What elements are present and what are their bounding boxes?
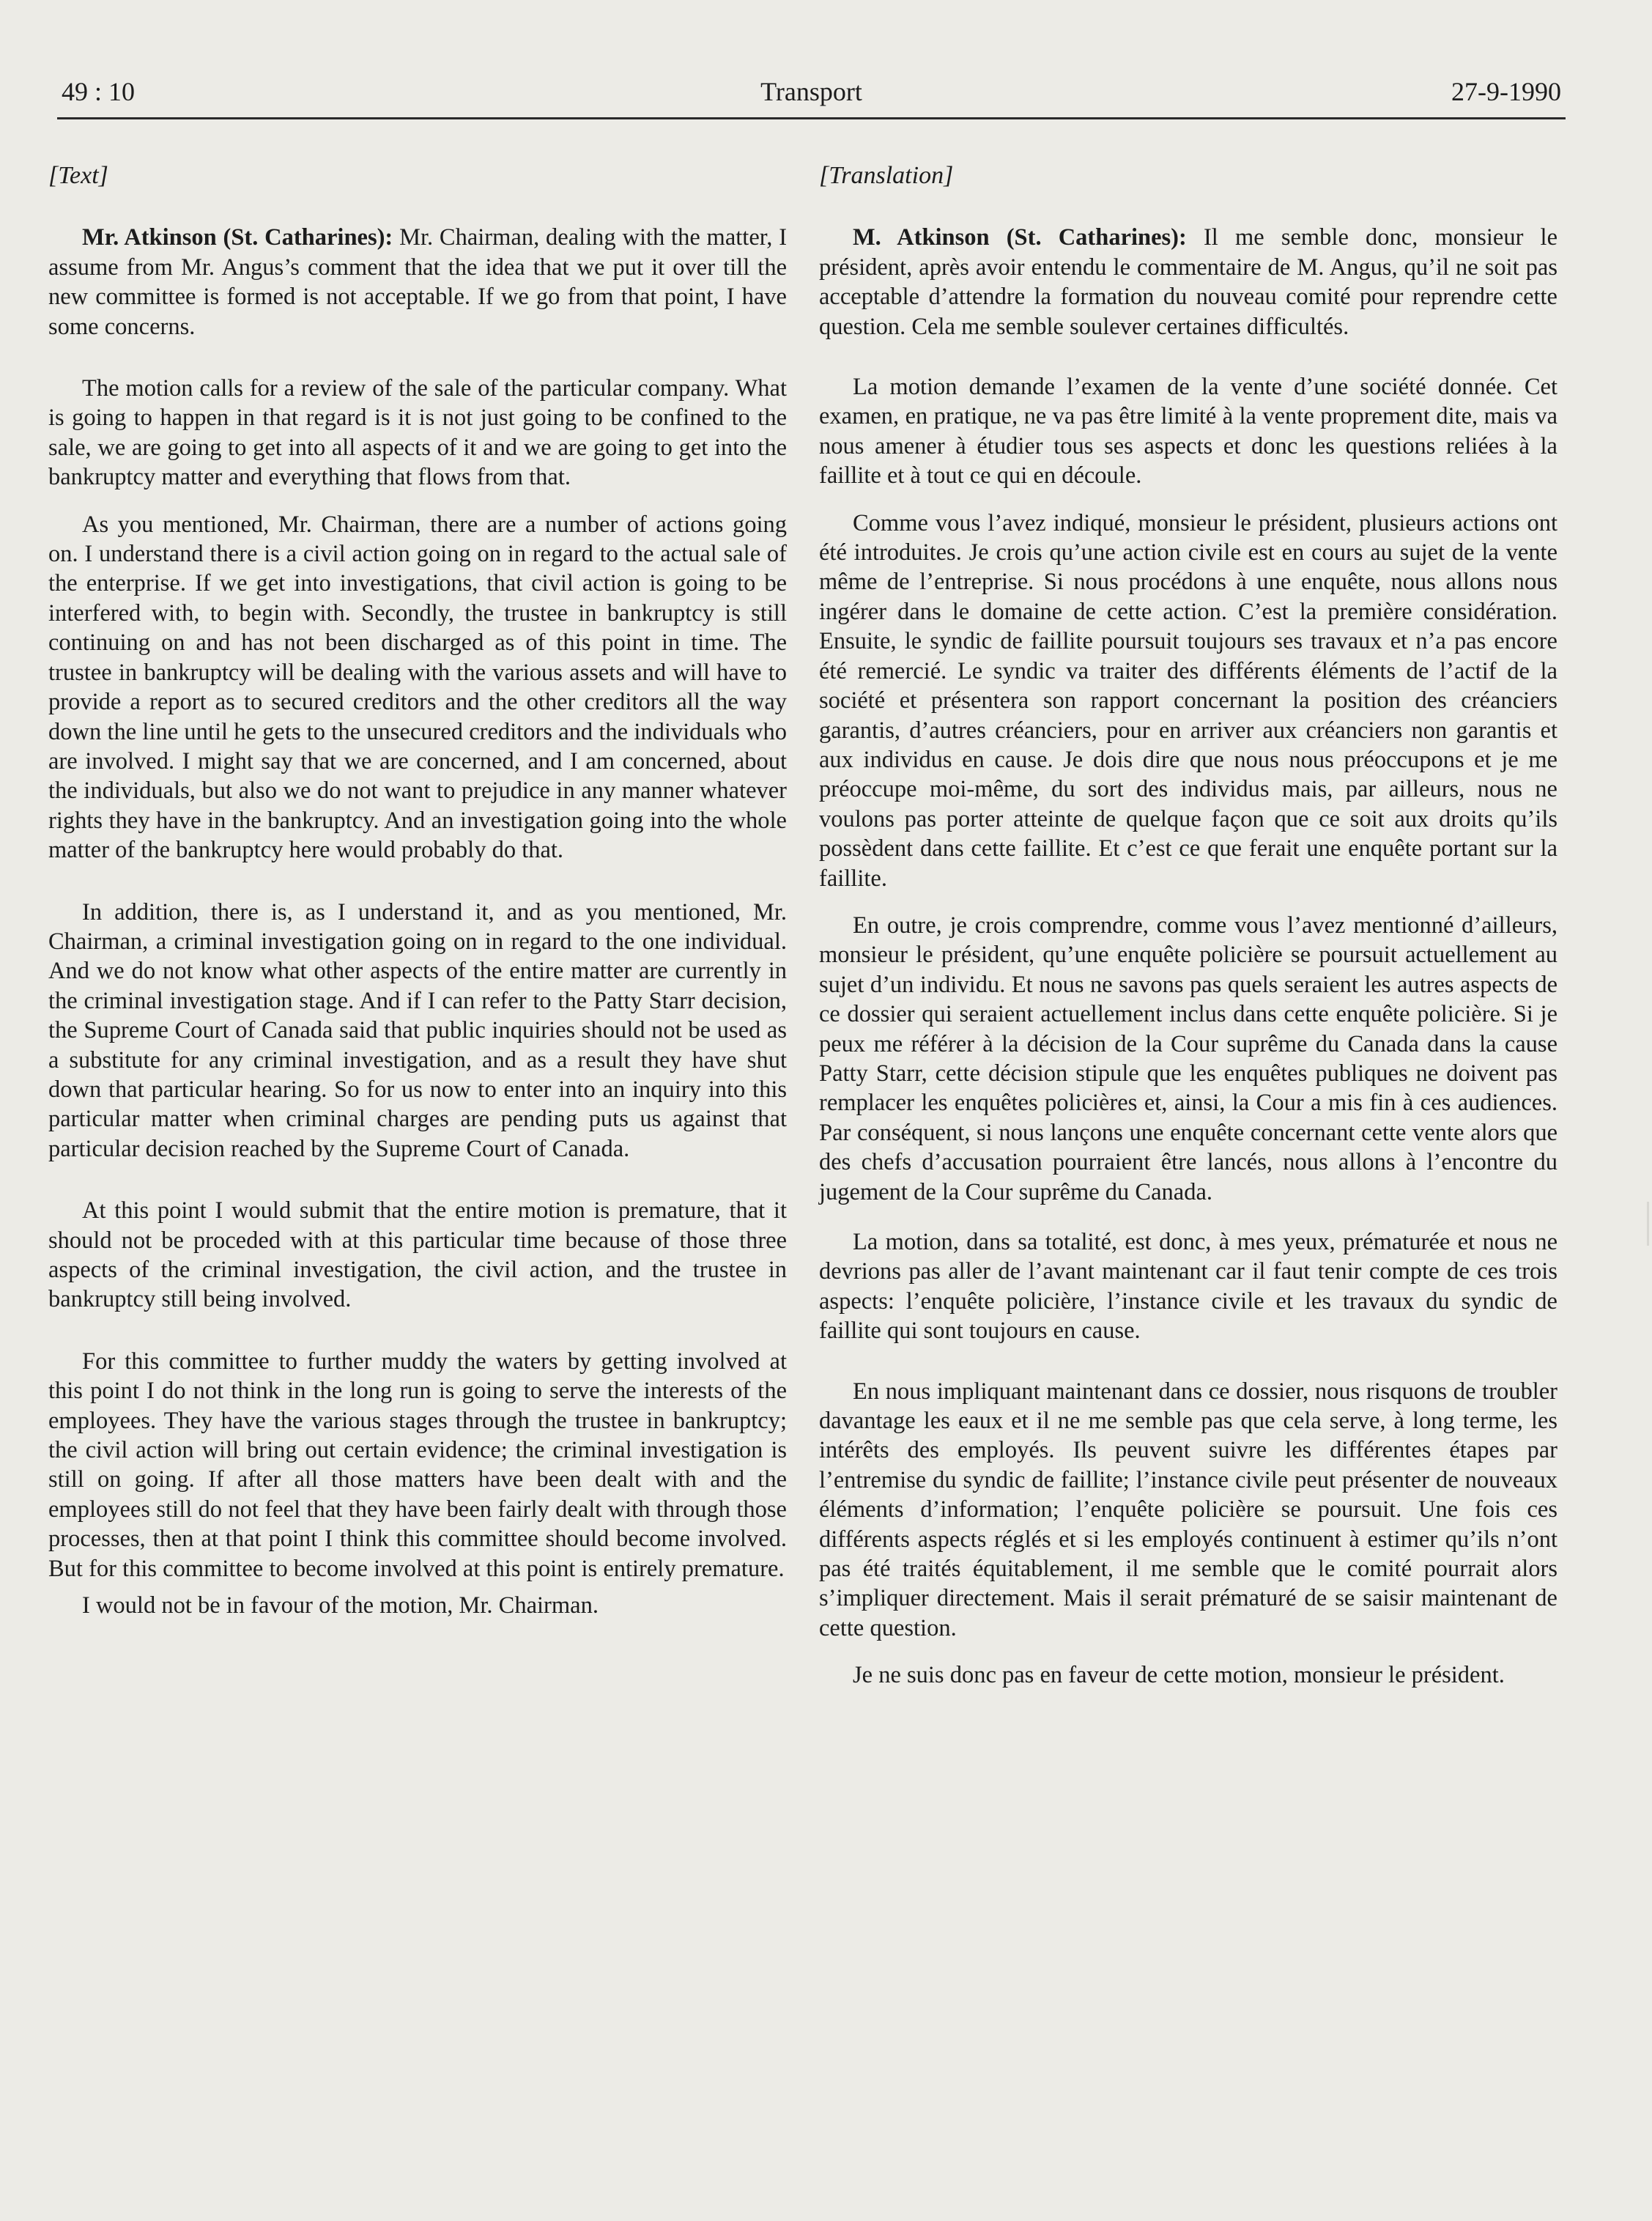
paragraph: En nous impliquant maintenant dans ce dossier, nous risquons de troubler davantage les eaux et il ne me semble pas que cela serve, à long terme, les intérêts des employés. Ils peuvent suivre les différentes étapes par l’entremise du syndic de faillite; l’instance civile peut présenter de nouveaux éléments d’information; l’enquête policière se poursuit. Une fois ces différents aspects réglés et si les employés continuent à estimer qu’ils n’ont pas été traités équitablement, il me semble que le comité pourrait alors s’impliquer directement. Mais il serait prématuré de se saisir maintenant de cette question. [819,1378,1557,1641]
speaker-name: Mr. Atkinson (St. Catharines): [82,224,393,251]
page-title: Transport [760,77,862,106]
section-tag-translation: [Translation] [819,162,954,189]
section-tag-text: [Text] [48,162,108,189]
paragraph-text: Il me semble donc, monsieur le président, après avoir entendu le commentaire de M. Angus, qu’il ne soit pas acceptable d’attendre la formation du nouveau comité pour reprendre cette question. Cela me semble soulever certaines difficultés. [819,224,1558,340]
paragraph: La motion demande l’examen de la vente d’une société donnée. Cet examen, en pratique, ne va pas être limité à la vente proprement dite, mais va nous amener à étudier tous ses aspects et donc les questions reliées à la faillite et à tout ce qui en découle. [819,374,1557,489]
speaker-name: M. Atkinson (St. Catharines): [853,224,1187,251]
running-header [57,73,1566,119]
paragraph: In addition, there is, as I understand it, and as you mentioned, Mr. Chairman, a criminal investigation going on in regard to the one individual. And we do not know what other aspects of the entire matter are currently in the criminal investigation stage. And if I can refer to the Patty Starr decision, the Supreme Court of Canada said that public inquiries should not be used as a substitute for any criminal investigation, and as a result they have shut down that particular hearing. So for us now to enter into an inquiry into this particular matter when criminal charges are pending puts us against that particular decision reached by the Supreme Court of Canada. [48,898,787,1162]
paragraph: En outre, je crois comprendre, comme vous l’avez mentionné d’ailleurs, monsieur le président, qu’une enquête policière se poursuit actuellement au sujet d’un individu. Et nous ne savons pas quels seraient les autres aspects de ce dossier qui seraient actuellement inclus dans cette enquête policière. Si je peux me référer à la décision de la Cour suprême du Canada dans la cause Patty Starr, cette décision stipule que les enquêtes publiques ne doivent pas remplacer les enquêtes policières et, ainsi, la Cour a mis fin à ces audiences. Par conséquent, si nous lançons une enquête concernant cette vente alors que des chefs d’accusation pourraient être lancés, nous allons à l’encontre du jugement de la Cour suprême du Canada. [819,912,1557,1205]
page-number: 49 : 10 [62,77,136,106]
paragraph: At this point I would submit that the entire motion is premature, that it should not be proceded with at this particular time because of those three aspects of the criminal investigation, the civil action, and the trustee in bankruptcy still being involved. [48,1197,787,1313]
paragraph [819,223,1557,341]
margin-mark [1647,1202,1649,1246]
paragraph-text: Mr. Chairman, dealing with the matter, I assume from Mr. Angus’s comment that the idea that we put it over till the new committee is formed is not acceptable. If we go from that point, I have some concerns. [48,224,788,340]
paragraph: Comme vous l’avez indiqué, monsieur le président, plusieurs actions ont été introduites. Je crois qu’une action civile est en cours au sujet de la vente même de l’entreprise. Si nous procédons à une enquête, nous allons nous ingérer dans le domaine de cette action. C’est la première considération. Ensuite, le syndic de faillite poursuit toujours ses travaux et n’a pas encore été remercié. Le syndic va traiter des différents éléments de l’actif de la société et présentera son rapport concernant la position des créanciers garantis, d’autres créanciers, pour en arriver aux créanciers non garantis et aux individus en cause. Je dois dire que nous nous préoccupons et je me préoccupe moi-même, du sort des individus mais, par ailleurs, nous ne voulons pas porter atteinte de quelque façon que ce soit aux droits qu’ils possèdent dans cette faillite. Et c’est ce que ferait une enquête portant sur la faillite. [819,509,1557,892]
paragraph: La motion, dans sa totalité, est donc, à mes yeux, prématurée et nous ne devrions pas aller de l’avant maintenant car il faut tenir compte de ces trois aspects: l’enquête policière, l’instance civile et les travaux du syndic de faillite qui sont toujours en cause. [819,1229,1557,1345]
paragraph: Je ne suis donc pas en faveur de cette motion, monsieur le président. [853,1662,1505,1689]
paragraph: For this committee to further muddy the waters by getting involved at this point I do not think in the long run is going to serve the interests of the employees. They have the various stages through the trustee in bankruptcy; the civil action will bring out certain evidence; the criminal investigation is still on going. If after all those matters have been dealt with and the employees still do not feel that they have been fairly dealt with through those processes, then at that point I think this committee should become involved. But for this committee to become involved at this point is entirely premature. [48,1348,787,1582]
paragraph [48,223,787,341]
paragraph: The motion calls for a review of the sale of the particular company. What is going to happen in that regard is it is not just going to be confined to the sale, we are going to get into all aspects of it and we are going to get into the bankruptcy matter and everything that flows from that. [48,375,787,491]
english-column [48,161,787,1620]
french-column [819,161,1557,1690]
paragraph: As you mentioned, Mr. Chairman, there are a number of actions going on. I understand there is a civil action going on in regard to the actual sale of the enterprise. If we get into investigations, that civil action is going to be interfered with, to begin with. Secondly, the trustee in bankruptcy is still continuing on and has not been discharged as of this point in time. The trustee in bankruptcy will be dealing with the various assets and will have to provide a report as to secured creditors and the other creditors all the way down the line until he gets to the unsecured creditors and the individuals who are involved. I might say that we are concerned, and I am concerned, about the individuals, but also we do not want to prejudice in any manner whatever rights they have in the bankruptcy. And an investigation going into the whole matter of the bankruptcy here would probably do that. [48,511,787,864]
page-date: 27-9-1990 [1451,77,1561,106]
paragraph: I would not be in favour of the motion, Mr. Chairman. [82,1592,599,1619]
